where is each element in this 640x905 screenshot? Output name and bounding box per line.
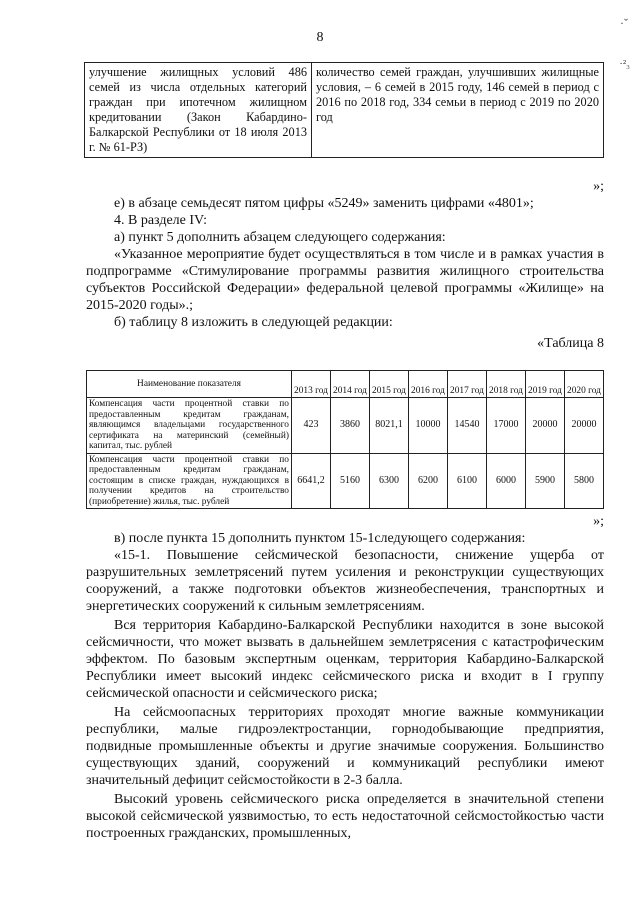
- row-value: 20000: [565, 398, 604, 454]
- header-year: 2018 год: [487, 371, 526, 398]
- row-name: Компенсация части процентной ставки по предоставленным кредитам гражданам, являющимся владельцами государственного сертификата на материнский (семейный) капитал, тыс. рублей: [87, 398, 292, 454]
- paragraph-territory: Вся территория Кабардино-Балкарской Республики находится в зоне высокой сейсмичности, что может вызвать в дальнейшем землетрясения с катастрофическим эффектом. По базовым экспертным оценкам, территория Кабардино-Балкарской Республики имеет высокий индекс сейсмического риска и входит в I группу сейсмической опасности и сейсмического риска;: [86, 618, 604, 701]
- table-row: [85, 63, 604, 158]
- row-value: 6641,2: [292, 453, 331, 509]
- paragraph-e: е) в абзаце семьдесят пятом цифры «5249» заменить цифрами «4801»;: [114, 196, 534, 211]
- row-value: 6000: [487, 453, 526, 509]
- row-value: 5160: [331, 453, 370, 509]
- document-body: [86, 178, 604, 842]
- indicator-table-continuation: [84, 62, 604, 158]
- result-cell: количество семей граждан, улучшивших жилищные условия, – 6 семей в 2015 году, 146 семей в период с 2016 по 2018 год, 334 семьи в период с 2019 по 2020 год: [312, 63, 604, 158]
- page-number: 8: [316, 30, 324, 45]
- table-8: [86, 370, 604, 509]
- row-value: 14540: [448, 398, 487, 454]
- header-year: 2020 год: [565, 371, 604, 398]
- header-year: 2015 год: [370, 371, 409, 398]
- corner-mark-secondary: ·²₃: [619, 58, 630, 70]
- row-value: 3860: [331, 398, 370, 454]
- row-value: 5800: [565, 453, 604, 509]
- row-value: 6200: [409, 453, 448, 509]
- paragraph-seismic-areas: На сейсмоопасных территориях проходят многие важные коммуникации республики, малые гидроэлектростанции, горнодобывающие предприятия, подвидные промышленные объекты и другие значимые сооружения. Большинство существующих зданий, сооружений и коммуникаций республики имеют значительный дефицит сейсмостойкости в 2-3 балла.: [86, 705, 604, 788]
- paragraph-v: в) после пункта 15 дополнить пунктом 15-1следующего содержания:: [114, 531, 526, 546]
- row-value: 423: [292, 398, 331, 454]
- row-value: 5900: [526, 453, 565, 509]
- paragraph-high-risk: Высокий уровень сейсмического риска определяется в значительной степени высокой сейсмической уязвимостью, то есть недостаточной сейсмостойкостью части построенных гражданских, промышленных,: [86, 792, 604, 841]
- row-name: Компенсация части процентной ставки по предоставленным кредитам гражданам, состоящим в списке граждан, нуждающихся в получении кредитов на строительство (приобретение) жилья, тыс. рублей: [87, 453, 292, 509]
- measure-cell: улучшение жилищных условий 486 семей из числа отдельных категорий граждан при ипотечном жилищном кредитовании (Закон Кабардино-Балкарской Республики от 18 июля 2013 г. № 61-РЗ): [85, 63, 312, 158]
- header-year: 2013 год: [292, 371, 331, 398]
- row-value: 6300: [370, 453, 409, 509]
- paragraph-a: а) пункт 5 дополнить абзацем следующего содержания:: [114, 230, 446, 245]
- row-value: 17000: [487, 398, 526, 454]
- table-header-row: [87, 371, 604, 398]
- header-year: 2016 год: [409, 371, 448, 398]
- header-year: 2017 год: [448, 371, 487, 398]
- table-row: [87, 398, 604, 454]
- row-value: 8021,1: [370, 398, 409, 454]
- corner-mark: ·ˇ: [620, 16, 628, 30]
- table-caption: «Таблица 8: [537, 336, 604, 351]
- table-row: [87, 453, 604, 509]
- header-year: 2014 год: [331, 371, 370, 398]
- row-value: 10000: [409, 398, 448, 454]
- paragraph-b: б) таблицу 8 изложить в следующей редакции:: [114, 315, 393, 330]
- header-indicator-name: Наименование показателя: [87, 371, 292, 398]
- paragraph-quote: «Указанное мероприятие будет осуществляться в том числе и в рамках участия в подпрограмме «Стимулирование программы развития жилищного строительства субъектов Российской Федерации» федеральной целевой программы «Жилище» на 2015-2020 годы».;: [86, 247, 604, 313]
- row-value: 20000: [526, 398, 565, 454]
- closing-quote: »;: [593, 179, 604, 194]
- row-value: 6100: [448, 453, 487, 509]
- header-year: 2019 год: [526, 371, 565, 398]
- paragraph-15-1: «15-1. Повышение сейсмической безопасности, снижение ущерба от разрушительных землетрясений путем усиления и реконструкции существующих сооружений, а также подготовки объектов жизнеобеспечения, транспортных и энергетических сооружений к сильным землетрясениям.: [86, 548, 604, 614]
- paragraph-section-4: 4. В разделе IV:: [114, 213, 207, 228]
- closing-quote-table: »;: [593, 514, 604, 529]
